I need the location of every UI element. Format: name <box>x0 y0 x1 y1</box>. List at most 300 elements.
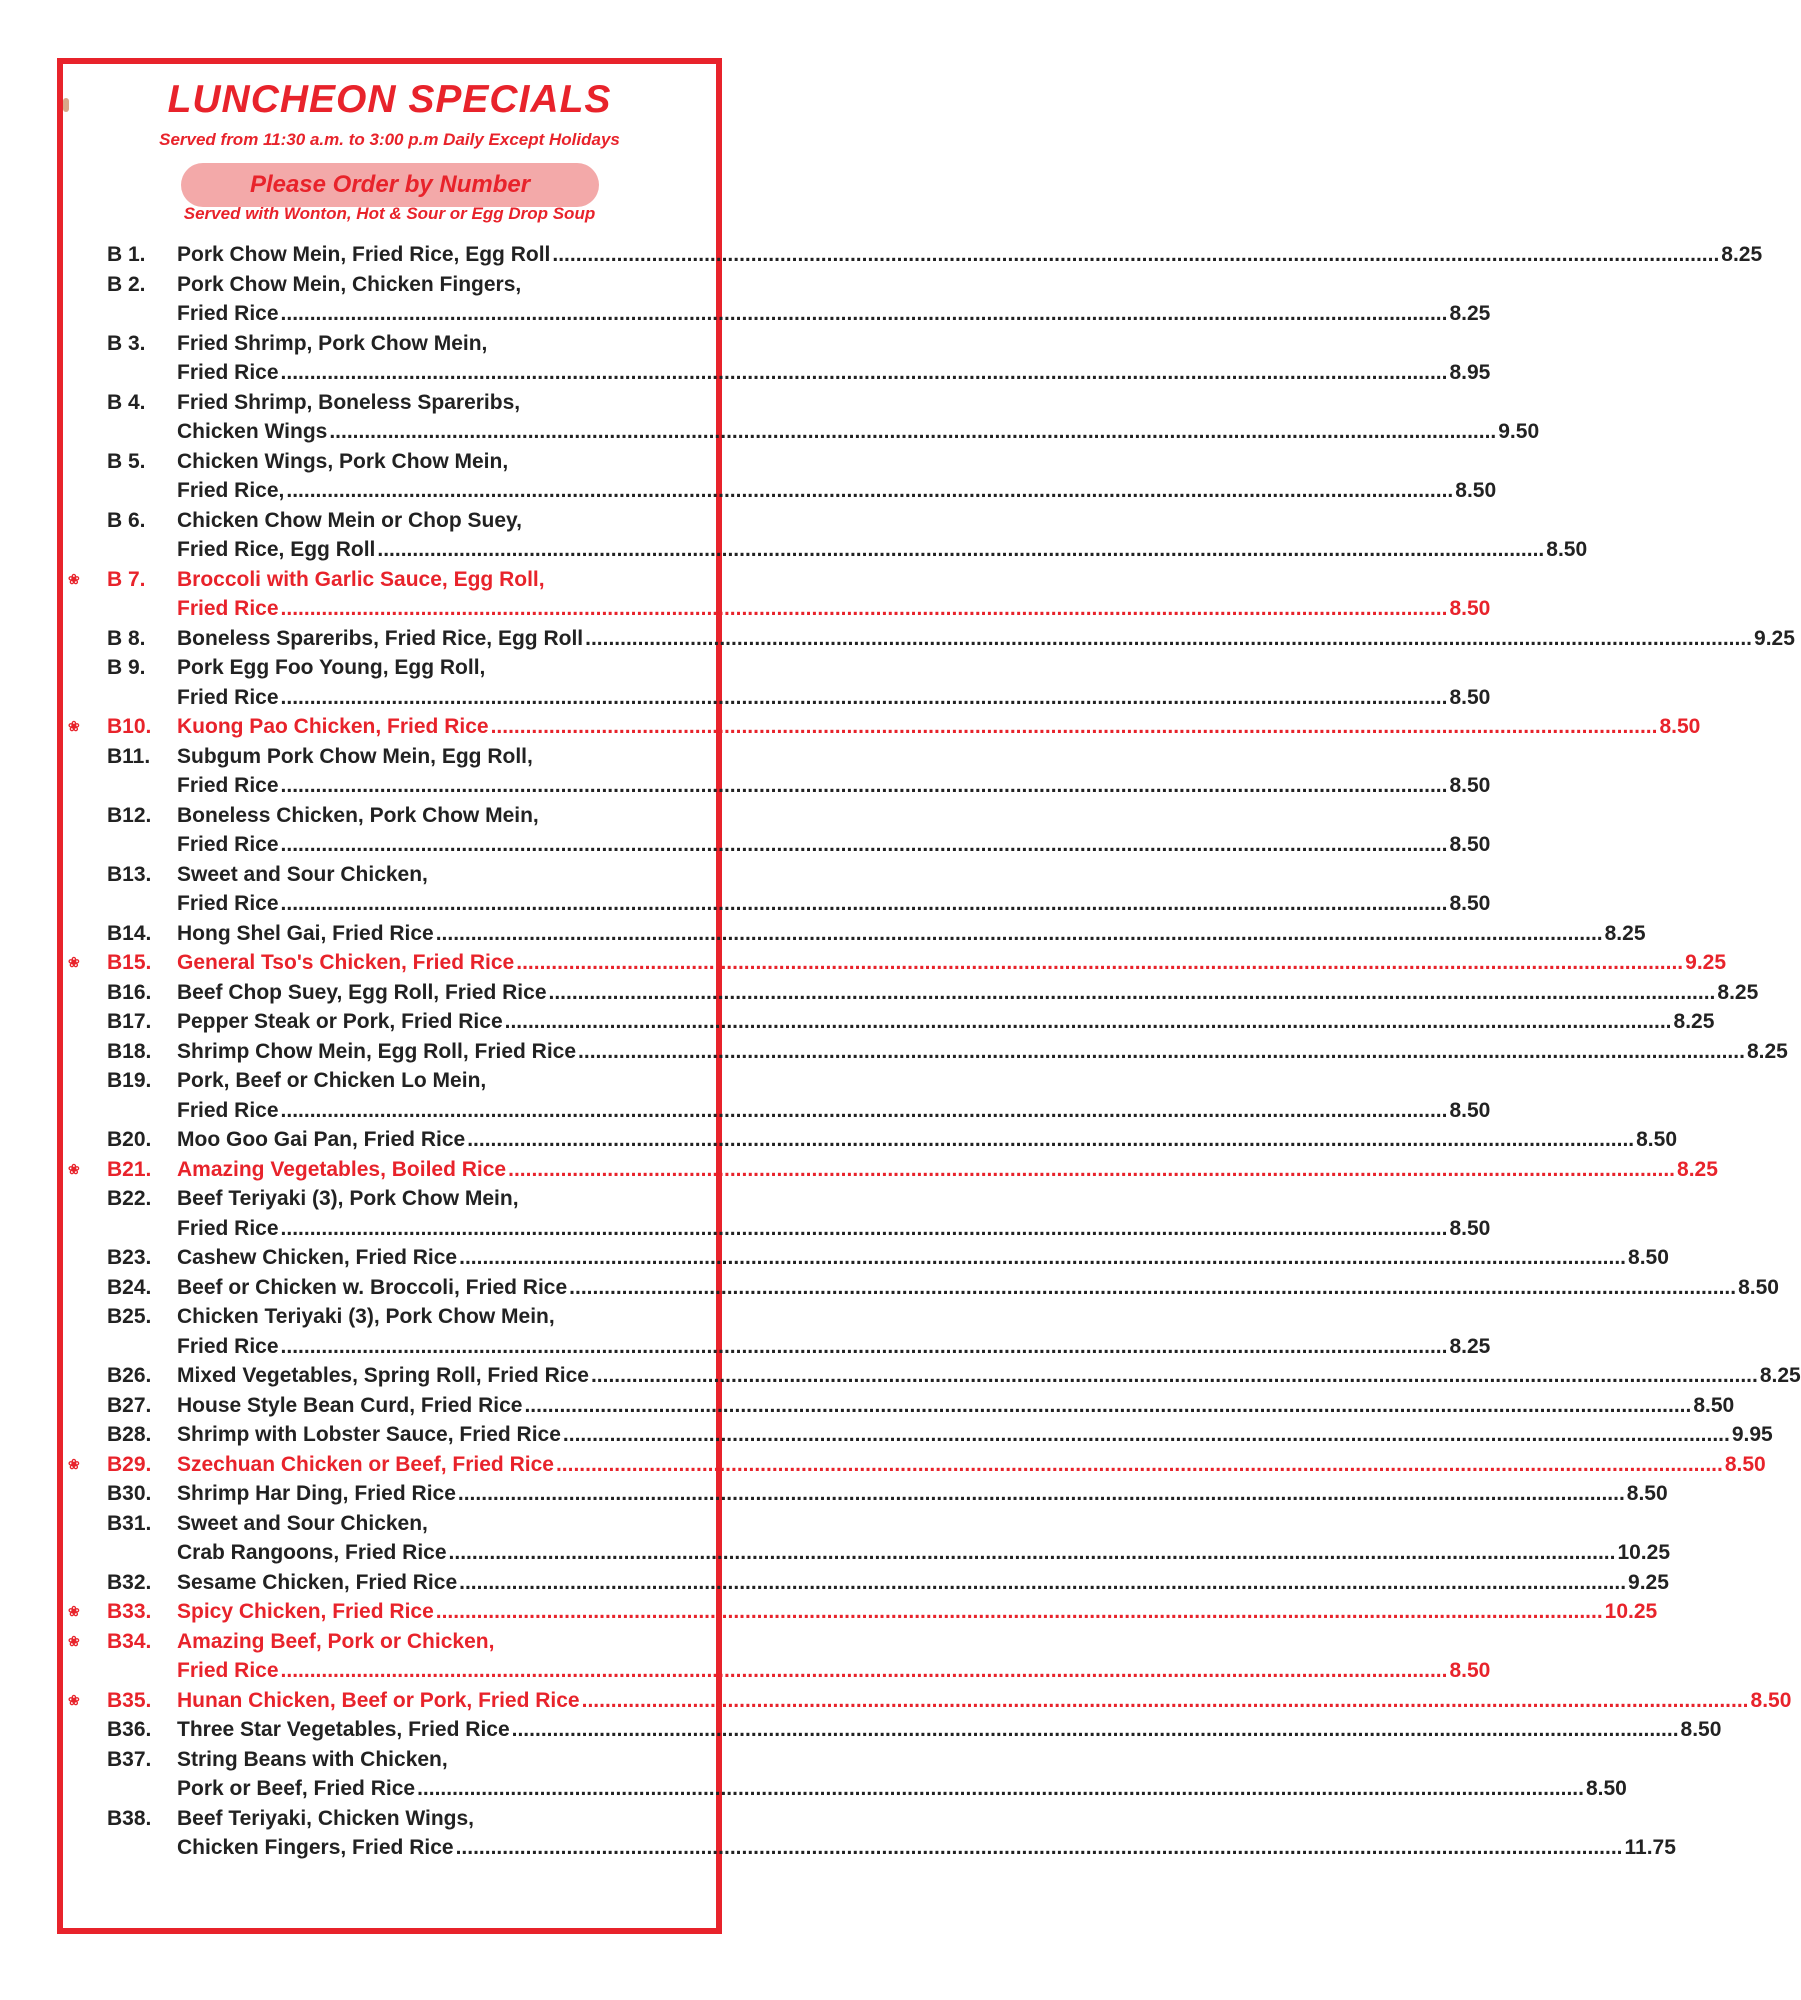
menu-item-line <box>63 535 1588 565</box>
item-price: 8.50 <box>1585 1777 1627 1800</box>
item-description: Fried Rice <box>177 1334 279 1358</box>
menu-item-line <box>63 565 716 595</box>
menu-item <box>63 1243 1669 1273</box>
item-price: 8.25 <box>1759 1364 1801 1387</box>
menu-item <box>63 270 1491 329</box>
item-number: B21. <box>107 1157 152 1181</box>
item-number: B35. <box>107 1688 152 1712</box>
menu-item-line <box>63 919 1646 949</box>
menu-item <box>63 1391 1735 1421</box>
chili-pepper-icon: ❀ <box>68 1603 80 1619</box>
item-description: Shrimp Har Ding, Fried Rice <box>177 1482 456 1505</box>
menu-item <box>63 653 1491 712</box>
dot-leader: ........................................................................................................................................................................................................ <box>280 1659 1448 1682</box>
item-description: Beef or Chicken w. Broccoli, Fried Rice <box>177 1275 568 1299</box>
menu-item-line <box>63 683 1491 713</box>
menu-item <box>63 1568 1669 1598</box>
item-price: 9.50 <box>1498 420 1540 443</box>
menu-item-line <box>63 1568 1669 1598</box>
item-description: Fried Shrimp, Boneless Spareribs, <box>177 390 521 414</box>
item-description: Fried Rice <box>177 597 279 620</box>
item-price: 8.25 <box>1604 921 1646 945</box>
item-price-row <box>177 417 1540 447</box>
item-price-row <box>177 240 1763 270</box>
dot-leader: ........................................................................................................................................................................................................ <box>524 1393 1692 1417</box>
dot-leader: ........................................................................................................................................................................................................ <box>448 1541 1616 1564</box>
item-price-row <box>177 1568 1669 1598</box>
chili-pepper-icon: ❀ <box>68 954 80 970</box>
menu-item-line <box>63 240 1763 270</box>
menu-item <box>63 1302 1491 1361</box>
dot-leader: ........................................................................................................................................................................................................ <box>280 302 1448 325</box>
dot-leader: ........................................................................................................................................................................................................ <box>280 1216 1448 1240</box>
item-number: B 1. <box>107 243 146 266</box>
menu-item <box>63 1155 1718 1185</box>
menu-item-line <box>63 1155 1718 1185</box>
menu-item-line <box>63 948 1727 978</box>
item-price-row <box>177 476 1497 506</box>
item-price-row <box>177 1037 1788 1067</box>
chili-pepper-icon: ❀ <box>68 1691 80 1708</box>
item-description: Fried Rice, <box>177 479 285 502</box>
menu-item <box>63 1184 1491 1243</box>
item-price-row <box>177 1597 1658 1627</box>
item-price-row <box>177 1273 1779 1303</box>
item-description: Szechuan Chicken or Beef, Fried Rice <box>177 1452 554 1476</box>
item-description: Fried Rice <box>177 1098 279 1122</box>
item-description: Three Star Vegetables, Fried Rice <box>177 1718 510 1741</box>
item-description: Shrimp with Lobster Sauce, Fried Rice <box>177 1423 561 1446</box>
dot-leader: ........................................................................................................................................................................................................ <box>490 715 1658 738</box>
item-price: 8.50 <box>1449 1098 1491 1122</box>
item-price: 8.50 <box>1449 597 1491 620</box>
menu-item-line <box>63 358 1491 388</box>
item-description: Fried Rice <box>177 1659 279 1682</box>
menu-item-line <box>63 1479 1668 1509</box>
dot-leader: ........................................................................................................................................................................................................ <box>459 1246 1627 1269</box>
item-number: B27. <box>107 1393 152 1417</box>
dot-leader: ........................................................................................................................................................................................................ <box>280 774 1448 797</box>
dot-leader: ........................................................................................................................................................................................................ <box>417 1777 1584 1800</box>
menu-item <box>63 1686 1792 1716</box>
item-price-row <box>177 535 1588 565</box>
item-price: 8.25 <box>1677 1157 1718 1181</box>
item-description: Pork or Beef, Fried Rice <box>177 1777 416 1800</box>
item-number: B11. <box>107 744 151 768</box>
item-number: B33. <box>107 1600 152 1623</box>
menu-item-line <box>63 1037 1788 1067</box>
item-price: 8.50 <box>1449 833 1491 856</box>
item-number: B14. <box>107 921 152 945</box>
item-description: Beef Teriyaki, Chicken Wings, <box>177 1806 475 1830</box>
menu-item-line <box>63 1214 1491 1244</box>
item-number: B19. <box>107 1069 152 1092</box>
item-number: B31. <box>107 1511 152 1535</box>
item-description: Pork Egg Foo Young, Egg Roll, <box>177 656 486 679</box>
item-number: B 8. <box>107 626 146 650</box>
item-description: Chicken Teriyaki (3), Pork Chow Mein, <box>177 1305 555 1328</box>
menu-item <box>63 1509 1671 1568</box>
menu-item <box>63 624 1795 654</box>
item-number: B34. <box>107 1629 152 1653</box>
dot-leader: ........................................................................................................................................................................................................ <box>280 1098 1448 1122</box>
dot-leader: ........................................................................................................................................................................................................ <box>516 951 1684 974</box>
item-description: Fried Rice <box>177 685 279 709</box>
dot-leader: ........................................................................................................................................................................................................ <box>280 833 1448 856</box>
item-description: Kuong Pao Chicken, Fried Rice <box>177 715 489 738</box>
item-number: B12. <box>107 803 152 827</box>
menu-title: LUNCHEON SPECIALS <box>167 78 612 121</box>
menu-item-line <box>63 1125 1677 1155</box>
item-number: B17. <box>107 1010 152 1033</box>
item-price-row <box>177 1450 1766 1480</box>
item-description: Fried Rice <box>177 361 279 384</box>
order-by-number-banner: Please Order by Number <box>181 163 599 207</box>
item-price: 8.50 <box>1449 774 1491 797</box>
item-description: String Beans with Chicken, <box>177 1747 448 1771</box>
item-number: B37. <box>107 1747 152 1771</box>
menu-item <box>63 1597 1658 1627</box>
item-price-row <box>177 683 1491 713</box>
dot-leader: ........................................................................................................................................................................................................ <box>280 685 1448 709</box>
dot-leader: ........................................................................................................................................................................................................ <box>578 1039 1745 1063</box>
menu-item <box>63 1715 1722 1745</box>
menu-item <box>63 1037 1788 1067</box>
item-price: 9.95 <box>1731 1423 1773 1446</box>
dot-leader: ........................................................................................................................................................................................................ <box>377 538 1545 561</box>
item-description: Amazing Beef, Pork or Chicken, <box>177 1629 495 1653</box>
item-price: 8.50 <box>1659 715 1701 738</box>
item-number: B29. <box>107 1452 152 1476</box>
item-number: B30. <box>107 1482 152 1505</box>
item-price: 8.50 <box>1724 1452 1766 1476</box>
dot-leader: ........................................................................................................................................................................................................ <box>504 1010 1672 1033</box>
dot-leader: ........................................................................................................................................................................................................ <box>508 1157 1676 1181</box>
menu-item-line <box>63 1273 1779 1303</box>
dot-leader: ........................................................................................................................................................................................................ <box>280 597 1448 620</box>
item-price-row <box>177 978 1759 1008</box>
item-description: Chicken Wings <box>177 420 328 443</box>
item-price-row <box>177 358 1491 388</box>
item-price: 8.50 <box>1693 1393 1735 1417</box>
menu-item-line <box>63 712 1701 742</box>
item-description: Chicken Wings, Pork Chow Mein, <box>177 449 509 473</box>
item-description: Pork, Beef or Chicken Lo Mein, <box>177 1069 487 1092</box>
item-description: Mixed Vegetables, Spring Roll, Fried Rice <box>177 1364 589 1387</box>
menu-item-line <box>63 653 716 683</box>
item-price: 8.50 <box>1738 1275 1779 1299</box>
item-price-row <box>177 889 1491 919</box>
served-hours: Served from 11:30 a.m. to 3:00 p.m Daily Except Holidays <box>159 130 620 149</box>
item-description: Beef Chop Suey, Egg Roll, Fried Rice <box>177 980 547 1004</box>
menu-item <box>63 329 1491 388</box>
dot-leader: ........................................................................................................................................................................................................ <box>581 1688 1749 1712</box>
item-description: Chicken Chow Mein or Chop Suey, <box>177 508 522 532</box>
menu-item-line <box>63 1007 1715 1037</box>
item-price: 8.50 <box>1628 1246 1669 1269</box>
dot-leader: ........................................................................................................................................................................................................ <box>280 892 1448 915</box>
dot-leader: ........................................................................................................................................................................................................ <box>569 1275 1737 1299</box>
item-description: Fried Rice <box>177 833 279 856</box>
item-price-row <box>177 1214 1491 1244</box>
item-description: Moo Goo Gai Pan, Fried Rice <box>177 1128 466 1151</box>
item-number: B22. <box>107 1187 152 1210</box>
item-description: Amazing Vegetables, Boiled Rice <box>177 1157 507 1181</box>
menu-item <box>63 1479 1668 1509</box>
item-description: Sesame Chicken, Fried Rice <box>177 1570 458 1594</box>
item-price-row <box>177 1125 1677 1155</box>
item-number: B15. <box>107 951 152 974</box>
menu-item <box>63 1007 1715 1037</box>
menu-item-line <box>63 1096 1491 1126</box>
item-number: B13. <box>107 862 152 886</box>
item-price-row <box>177 624 1795 654</box>
item-price: 8.50 <box>1636 1128 1677 1151</box>
menu-item-list <box>63 240 1801 1863</box>
menu-item-line <box>63 1509 716 1539</box>
item-description: Shrimp Chow Mein, Egg Roll, Fried Rice <box>177 1039 577 1063</box>
item-number: B 7. <box>107 567 146 591</box>
item-description: House Style Bean Curd, Fried Rice <box>177 1393 523 1417</box>
dot-leader: ........................................................................................................................................................................................................ <box>562 1423 1730 1446</box>
dot-leader: ........................................................................................................................................................................................................ <box>457 1482 1625 1505</box>
item-number: B32. <box>107 1570 152 1594</box>
item-number: B23. <box>107 1246 152 1269</box>
item-number: B10. <box>107 715 152 738</box>
menu-item-line <box>63 1686 1792 1716</box>
item-price: 9.25 <box>1685 951 1727 974</box>
item-number: B18. <box>107 1039 152 1063</box>
item-price-row <box>177 771 1491 801</box>
item-price-row <box>177 919 1646 949</box>
item-price: 8.95 <box>1449 361 1491 384</box>
menu-item-line <box>63 742 716 772</box>
item-price: 11.75 <box>1624 1836 1676 1859</box>
item-number: B28. <box>107 1423 152 1446</box>
menu-item-line <box>63 417 1540 447</box>
item-description: Fried Rice <box>177 1216 279 1240</box>
menu-item-line <box>63 1745 716 1775</box>
item-price-row <box>177 1833 1676 1863</box>
item-price-row <box>177 1391 1735 1421</box>
item-description: Fried Rice <box>177 892 279 915</box>
menu-item <box>63 978 1759 1008</box>
item-number: B 4. <box>107 390 146 414</box>
dot-leader: ........................................................................................................................................................................................................ <box>511 1718 1679 1741</box>
item-number: B25. <box>107 1305 152 1328</box>
item-description: Sweet and Sour Chicken, <box>177 862 428 886</box>
item-price-row <box>177 1243 1669 1273</box>
menu-item-line <box>63 1391 1735 1421</box>
item-price-row <box>177 594 1491 624</box>
item-price: 8.50 <box>1750 1688 1792 1712</box>
menu-item <box>63 388 1540 447</box>
menu-item-line <box>63 801 716 831</box>
menu-item-line <box>63 1715 1722 1745</box>
item-price: 9.25 <box>1754 626 1795 650</box>
item-price: 10.25 <box>1604 1600 1658 1623</box>
item-description: Broccoli with Garlic Sauce, Egg Roll, <box>177 567 545 591</box>
menu-item <box>63 506 1588 565</box>
menu-item <box>63 565 1491 624</box>
dot-leader: ........................................................................................................................................................................................................ <box>555 1452 1723 1476</box>
item-description: Hunan Chicken, Beef or Pork, Fried Rice <box>177 1688 580 1712</box>
item-description: Subgum Pork Chow Mein, Egg Roll, <box>177 744 533 768</box>
item-price: 8.50 <box>1449 1216 1491 1240</box>
dot-leader: ........................................................................................................................................................................................................ <box>280 361 1448 384</box>
menu-item-line <box>63 830 1491 860</box>
item-price-row <box>177 712 1701 742</box>
item-price: 8.50 <box>1546 538 1588 561</box>
menu-item-line <box>63 388 716 418</box>
menu-item-line <box>63 1243 1669 1273</box>
item-price: 9.25 <box>1628 1570 1669 1594</box>
item-price-row <box>177 1538 1671 1568</box>
menu-item <box>63 1361 1801 1391</box>
item-price: 8.25 <box>1449 1334 1491 1358</box>
item-price-row <box>177 1774 1627 1804</box>
menu-item-line <box>63 1538 1671 1568</box>
item-price-row <box>177 1686 1792 1716</box>
item-price-row <box>177 1361 1801 1391</box>
menu-item-line <box>63 860 716 890</box>
item-number: B 9. <box>107 656 146 679</box>
menu-item <box>63 1450 1766 1480</box>
item-price-row <box>177 1656 1491 1686</box>
item-price-row <box>177 1479 1668 1509</box>
menu-item-line <box>63 594 1491 624</box>
item-price: 8.25 <box>1449 302 1491 325</box>
item-price-row <box>177 1420 1773 1450</box>
item-description: Crab Rangoons, Fried Rice <box>177 1541 447 1564</box>
item-number: B 3. <box>107 331 146 355</box>
item-price: 8.50 <box>1449 685 1491 709</box>
item-number: B36. <box>107 1718 152 1741</box>
chili-pepper-icon: ❀ <box>68 1632 80 1649</box>
item-price: 8.50 <box>1449 1659 1491 1682</box>
dot-leader: ........................................................................................................................................................................................................ <box>552 243 1720 266</box>
item-description: Boneless Spareribs, Fried Rice, Egg Roll <box>177 626 584 650</box>
menu-item-line <box>63 1332 1491 1362</box>
menu-item-line <box>63 978 1759 1008</box>
item-description: Cashew Chicken, Fried Rice <box>177 1246 458 1269</box>
item-number: B20. <box>107 1128 152 1151</box>
dot-leader: ........................................................................................................................................................................................................ <box>548 980 1716 1004</box>
item-price: 8.50 <box>1455 479 1497 502</box>
chili-pepper-icon: ❀ <box>68 718 80 734</box>
item-description: Fried Rice <box>177 774 279 797</box>
item-price-row <box>177 948 1727 978</box>
menu-item-line <box>63 299 1491 329</box>
item-description: Beef Teriyaki (3), Pork Chow Mein, <box>177 1187 519 1210</box>
soup-note: Served with Wonton, Hot & Sour or Egg Drop Soup <box>183 204 596 223</box>
dot-leader: ........................................................................................................................................................................................................ <box>286 479 1454 502</box>
menu-item <box>63 447 1497 506</box>
menu-item-line <box>63 1627 716 1657</box>
menu-item <box>63 1125 1677 1155</box>
item-price: 8.50 <box>1680 1718 1722 1741</box>
menu-item-line <box>63 1066 716 1096</box>
item-description: General Tso's Chicken, Fried Rice <box>177 951 515 974</box>
menu-item-line <box>63 1804 716 1834</box>
item-price-row <box>177 299 1491 329</box>
dot-leader: ........................................................................................................................................................................................................ <box>329 420 1497 443</box>
menu-item-line <box>63 270 716 300</box>
item-description: Spicy Chicken, Fried Rice <box>177 1600 434 1623</box>
menu-item-line <box>63 476 1497 506</box>
item-price: 8.25 <box>1746 1039 1788 1063</box>
menu-item-line <box>63 1774 1627 1804</box>
dot-leader: ........................................................................................................................................................................................................ <box>435 921 1603 945</box>
item-price-row <box>177 1715 1722 1745</box>
item-price-row <box>177 1332 1491 1362</box>
menu-item-line <box>63 624 1795 654</box>
item-description: Sweet and Sour Chicken, <box>177 1511 428 1535</box>
menu-item-line <box>63 447 716 477</box>
item-description: Pork Chow Mein, Fried Rice, Egg Roll <box>177 243 551 266</box>
item-price: 8.25 <box>1717 980 1759 1004</box>
item-description: Chicken Fingers, Fried Rice <box>177 1836 454 1859</box>
chili-pepper-icon: ❀ <box>68 570 80 587</box>
dot-leader: ........................................................................................................................................................................................................ <box>585 626 1753 650</box>
item-price: 8.50 <box>1449 892 1491 915</box>
item-description: Fried Rice <box>177 302 279 325</box>
item-number: B38. <box>107 1806 152 1830</box>
menu-item <box>63 860 1491 919</box>
item-description: Hong Shel Gai, Fried Rice <box>177 921 434 945</box>
menu-item-line <box>63 1833 1676 1863</box>
item-number: B16. <box>107 980 152 1004</box>
menu-item <box>63 948 1727 978</box>
menu-item-line <box>63 1420 1773 1450</box>
item-price-row <box>177 830 1491 860</box>
item-price-row <box>177 1155 1718 1185</box>
item-number: B24. <box>107 1275 152 1299</box>
item-number: B 5. <box>107 449 146 473</box>
menu-item <box>63 1066 1491 1125</box>
menu-item <box>63 801 1491 860</box>
menu-item-line <box>63 1361 1801 1391</box>
item-description: Pork Chow Mein, Chicken Fingers, <box>177 272 522 296</box>
item-description: Fried Rice, Egg Roll <box>177 538 376 561</box>
menu-item-line <box>63 1302 716 1332</box>
item-number: B 2. <box>107 272 146 296</box>
item-price: 8.25 <box>1721 243 1763 266</box>
menu-item <box>63 919 1646 949</box>
chili-pepper-icon: ❀ <box>68 1160 80 1177</box>
item-price: 10.25 <box>1617 1541 1671 1564</box>
menu-item-line <box>63 1656 1491 1686</box>
menu-item-line <box>63 771 1491 801</box>
menu-item-line <box>63 1184 716 1214</box>
menu-item <box>63 1273 1779 1303</box>
menu-item <box>63 1420 1773 1450</box>
chili-pepper-icon: ❀ <box>68 1455 80 1472</box>
item-price: 8.50 <box>1626 1482 1668 1505</box>
menu-item <box>63 240 1763 270</box>
item-description: Fried Shrimp, Pork Chow Mein, <box>177 331 488 355</box>
dot-leader: ........................................................................................................................................................................................................ <box>280 1334 1448 1358</box>
dot-leader: ........................................................................................................................................................................................................ <box>590 1364 1758 1387</box>
item-price-row <box>177 1096 1491 1126</box>
dot-leader: ........................................................................................................................................................................................................ <box>455 1836 1623 1859</box>
item-description: Boneless Chicken, Pork Chow Mein, <box>177 803 539 827</box>
menu-item-line <box>63 1597 1658 1627</box>
menu-item-line <box>63 329 716 359</box>
menu-item <box>63 712 1701 742</box>
dot-leader: ........................................................................................................................................................................................................ <box>467 1128 1635 1151</box>
menu-item-line <box>63 506 716 536</box>
